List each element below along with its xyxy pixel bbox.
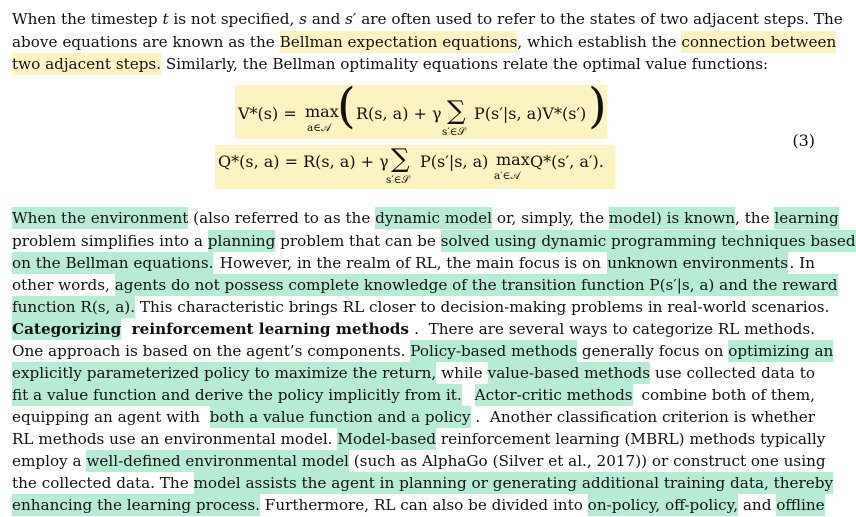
text-segment: the collected data. The xyxy=(12,474,194,492)
text-line xyxy=(12,252,815,274)
text-segment: One approach is based on the agent’s components. xyxy=(12,342,411,360)
q-sum-sub: s′∈𝒮 xyxy=(386,174,410,186)
text-segment: above equations are known as the xyxy=(12,33,280,51)
text-segment: combine both of them, xyxy=(636,386,815,404)
text-line xyxy=(12,207,839,229)
text-line xyxy=(12,362,815,384)
text-line xyxy=(12,340,834,362)
v-lhs: V*(s) = xyxy=(238,104,297,123)
highlighted-text: two adjacent steps. xyxy=(12,55,162,73)
text-segment: s xyxy=(299,10,307,28)
text-segment: are often used to refer to the states of two adjacent steps. The xyxy=(356,10,843,28)
q-lhs: Q*(s, a) = R(s, a) + γ xyxy=(218,152,389,171)
text-segment: , which establish the xyxy=(517,33,682,51)
text-line xyxy=(12,274,838,296)
text-segment: . Another classification criterion is whether xyxy=(475,408,815,426)
highlighted-text: solved using dynamic programming techniques based xyxy=(440,232,856,250)
highlighted-text: well-defined environmental model xyxy=(86,452,349,470)
text-segment: Furthermore, RL can also be divided into xyxy=(259,496,588,514)
highlighted-text: offline xyxy=(776,496,825,514)
highlighted-text: learning xyxy=(774,209,839,227)
text-line xyxy=(12,53,815,75)
text-segment: equipping an agent with xyxy=(12,408,205,426)
highlighted-text: Model-based xyxy=(337,430,437,448)
highlighted-text: connection between xyxy=(681,33,837,51)
text-segment: (such as AlphaGo (Silver et al., 2017)) or construct one using xyxy=(348,452,826,470)
q-max: max xyxy=(496,150,530,169)
highlighted-text: When the environment xyxy=(12,209,189,227)
highlighted-text: Categorizing xyxy=(12,320,122,338)
text-line xyxy=(12,494,825,516)
v-left-paren: ( xyxy=(337,78,356,134)
highlighted-text: Actor-critic methods xyxy=(474,386,633,404)
text-segment: , the xyxy=(735,209,775,227)
highlighted-text: model assists the agent in planning or generating additional training data, thereby xyxy=(193,474,834,492)
text-segment: RL methods use an environmental model. xyxy=(12,430,338,448)
equation-number: (3) xyxy=(792,131,815,150)
q-tail: Q*(s′, a′). xyxy=(530,152,604,171)
text-segment: employ a xyxy=(12,452,87,470)
highlighted-text: Policy-based methods xyxy=(410,342,578,360)
q-sum-symbol: ∑ xyxy=(391,144,410,174)
highlighted-text: planning xyxy=(207,232,276,250)
text-line xyxy=(12,384,815,406)
v-body: R(s, a) + γ xyxy=(356,104,442,123)
highlighted-text: function R(s, a). xyxy=(12,298,136,316)
text-segment: generally focus on xyxy=(577,342,729,360)
text-segment: reinforcement learning (MBRL) methods typically xyxy=(436,430,826,448)
text-segment: t xyxy=(162,10,169,28)
highlighted-text: on the Bellman equations. xyxy=(12,254,214,272)
text-segment: other words, xyxy=(12,276,115,294)
text-segment: This characteristic brings RL closer to decision-making problems in real-world scenarios. xyxy=(135,298,830,316)
text-segment: (also referred to as the xyxy=(188,209,376,227)
text-line xyxy=(12,472,834,494)
highlighted-text: model) is known xyxy=(608,209,736,227)
text-segment: and xyxy=(306,10,346,28)
text-segment: . There are several ways to categorize RL methods. xyxy=(414,320,815,338)
text-line xyxy=(12,8,843,30)
text-segment: while xyxy=(436,364,488,382)
text-segment: reinforcement learning methods xyxy=(126,320,409,338)
q-mid: P(s′|s, a) xyxy=(420,152,489,171)
text-segment: When the timestep xyxy=(12,10,163,28)
highlighted-text: optimizing an xyxy=(728,342,834,360)
text-segment xyxy=(466,384,471,406)
highlighted-text: explicitly parameterized policy to maximize the return, xyxy=(12,364,437,382)
text-line xyxy=(12,450,826,472)
highlighted-text: value-based methods xyxy=(487,364,651,382)
v-max: max xyxy=(305,102,339,121)
v-sum-symbol: ∑ xyxy=(447,96,466,126)
q-max-sub: a′∈𝒜 xyxy=(494,170,521,182)
highlighted-text: unknown environments xyxy=(607,254,789,272)
text-segment: and xyxy=(738,496,777,514)
text-segment: is not specified, xyxy=(168,10,300,28)
v-max-sub: a∈𝒜 xyxy=(307,122,331,134)
text-line xyxy=(12,31,837,53)
highlighted-text: on-policy, off-policy, xyxy=(587,496,739,514)
text-segment: . In xyxy=(789,254,815,272)
text-line xyxy=(12,318,815,340)
text-segment: Similarly, the Bellman optimality equations relate the optimal value functions: xyxy=(161,55,769,73)
text-line xyxy=(12,230,856,252)
text-line xyxy=(12,406,815,428)
text-segment: or, simply, the xyxy=(492,209,609,227)
highlighted-text: enhancing the learning process. xyxy=(12,496,260,514)
v-right-paren: ) xyxy=(588,78,607,134)
text-segment: use collected data to xyxy=(650,364,815,382)
text-segment: problem simplifies into a xyxy=(12,232,208,250)
highlighted-text: dynamic model xyxy=(375,209,492,227)
text-line xyxy=(12,428,826,450)
text-segment: problem that can be xyxy=(275,232,441,250)
v-tail: P(s′|s, a)V*(s′) xyxy=(474,104,587,123)
v-sum-sub: s′∈𝒮 xyxy=(442,126,466,138)
text-segment: However, in the realm of RL, the main focus is on xyxy=(214,254,606,272)
highlighted-text: both a value function and a policy xyxy=(209,408,471,426)
highlighted-text: agents do not possess complete knowledge of the transition function P(s′|s, a) and the reward xyxy=(114,276,838,294)
text-line xyxy=(12,296,830,318)
highlighted-text: fit a value function and derive the policy implicitly from it. xyxy=(12,386,462,404)
highlighted-text: Bellman expectation equations xyxy=(279,33,518,51)
text-segment: s′ xyxy=(345,10,357,28)
